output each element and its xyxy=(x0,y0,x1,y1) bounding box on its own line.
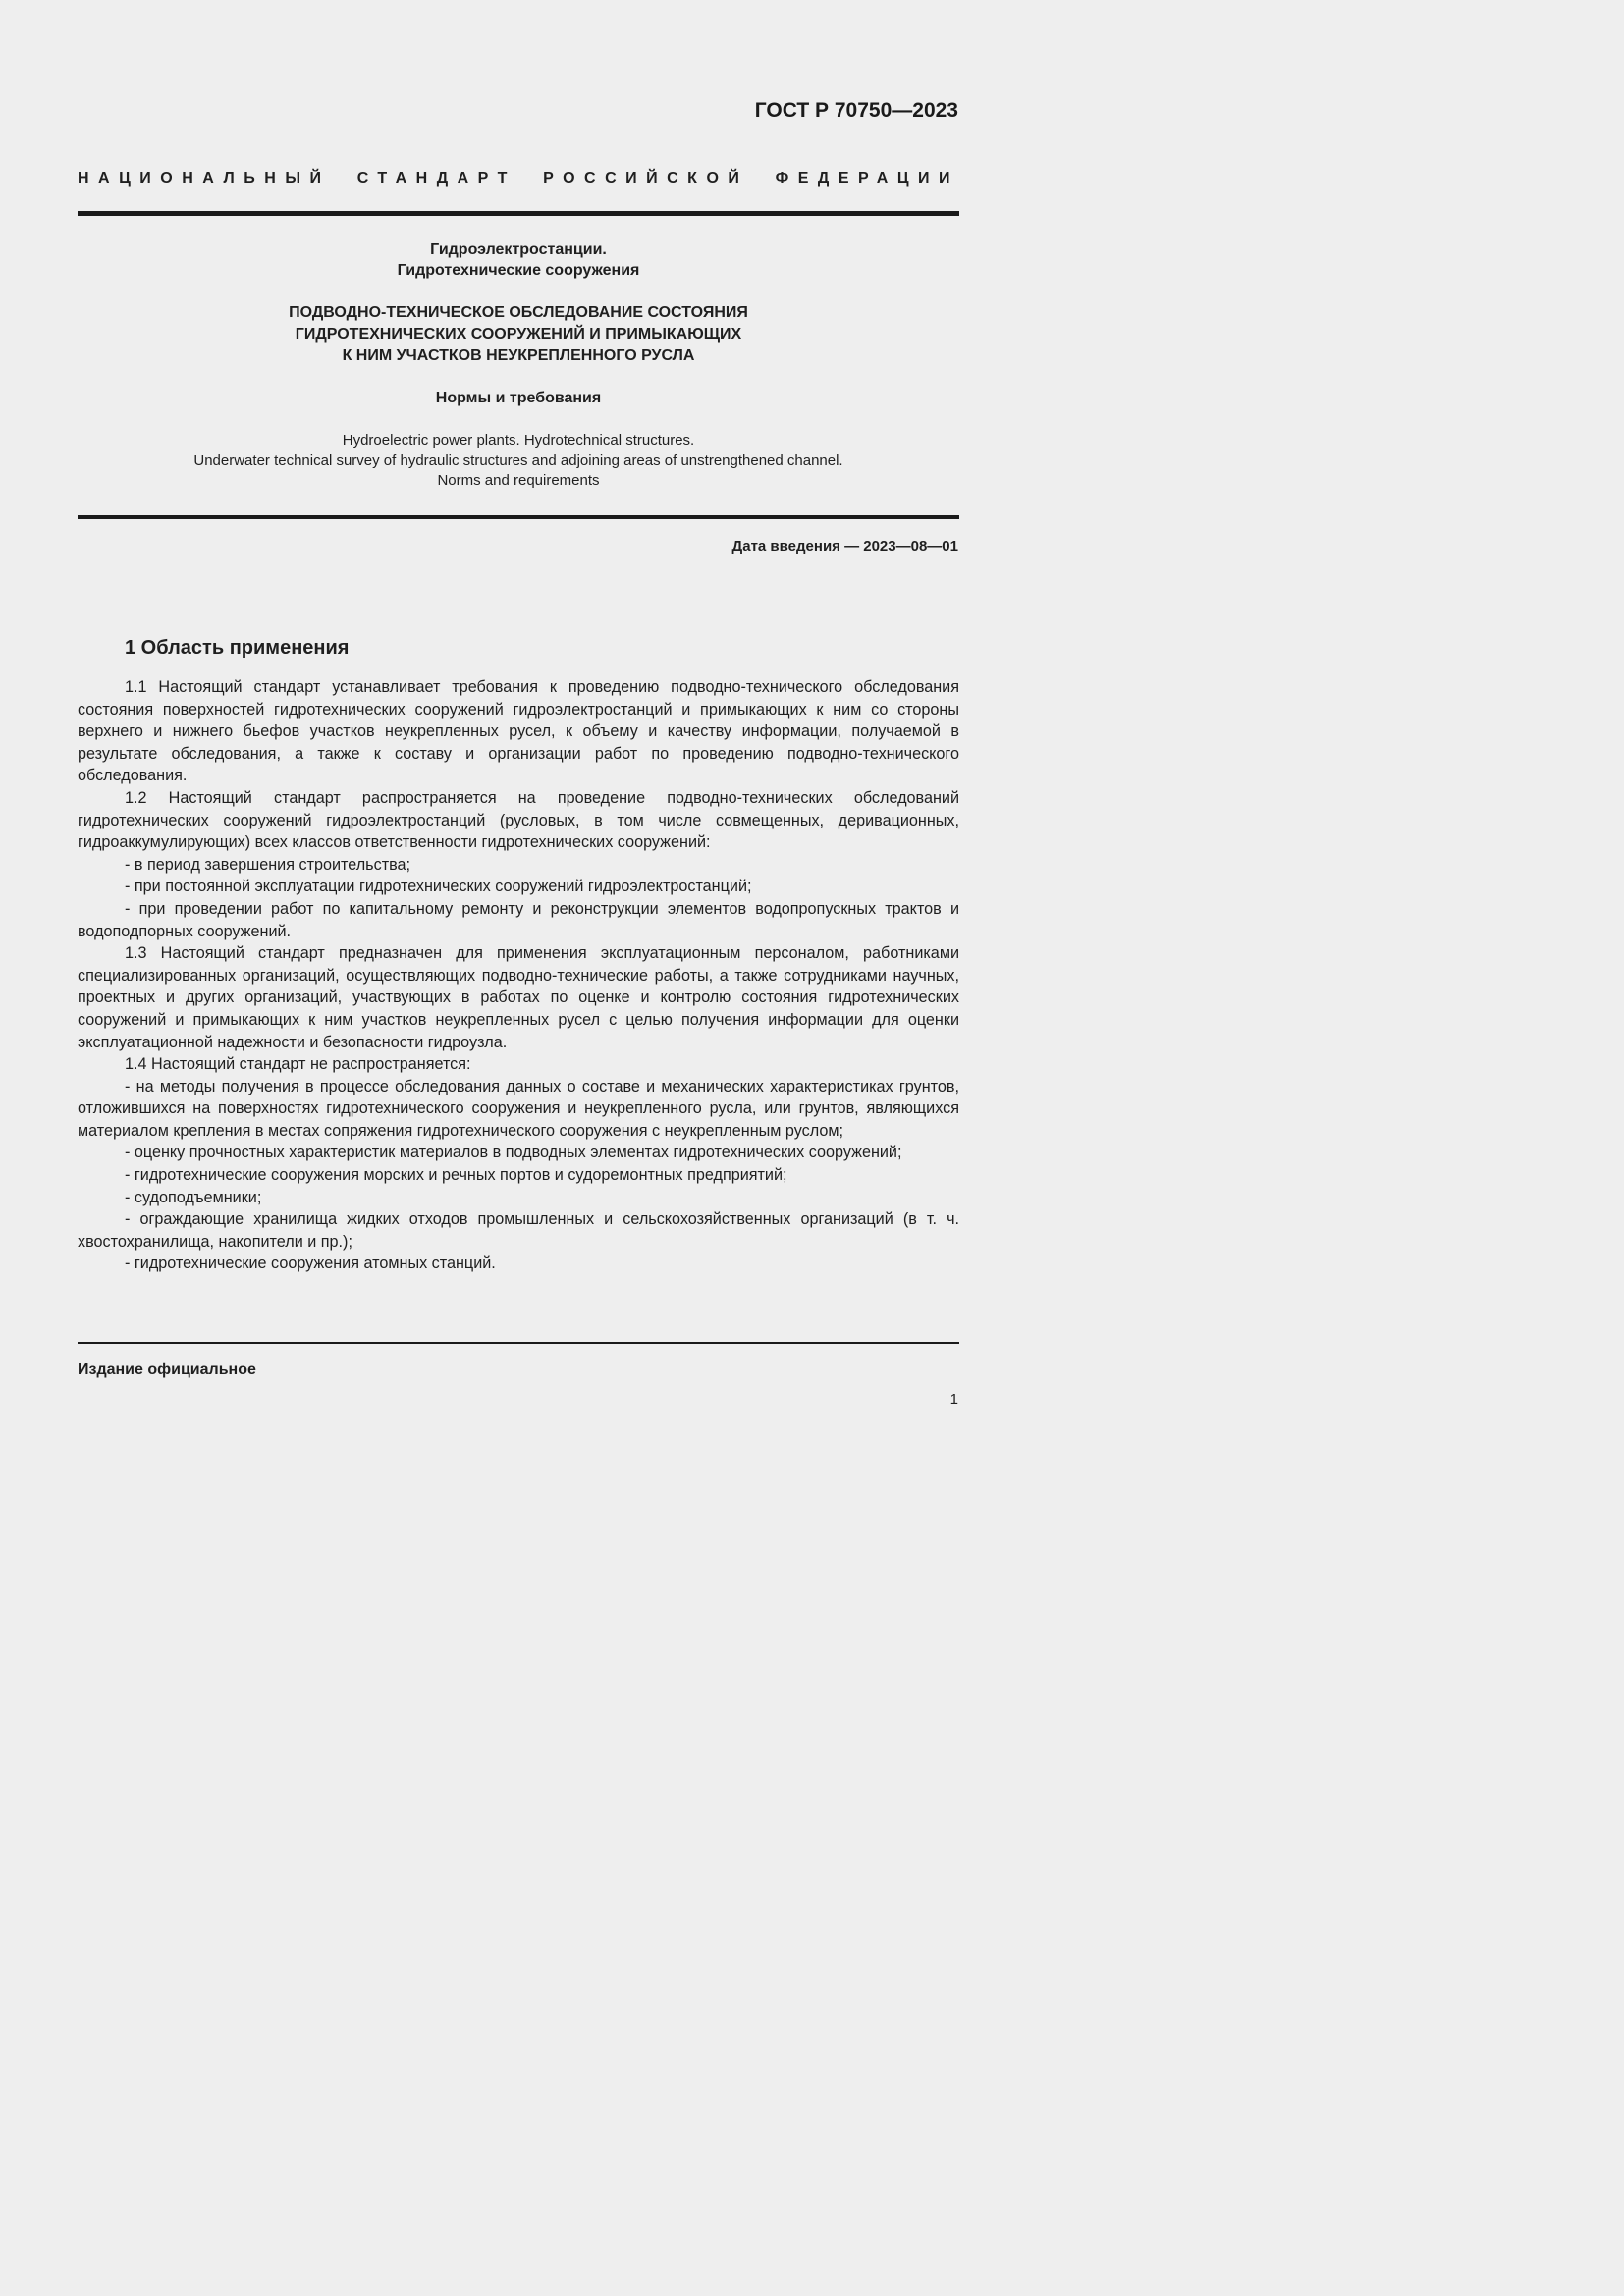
paragraph: 1.2 Настоящий стандарт распространяется на проведение подводно-технических обследований гидротехнических сооружений гидроэлектростанций (русловых, в том числе совмещенных, деривационных, гидроаккумулирующих) всех классов ответственности гидротехнических сооружений: xyxy=(78,788,959,852)
list-item: - судоподъемники; xyxy=(125,1188,262,1206)
top-divider xyxy=(78,211,959,216)
main-title-line: ПОДВОДНО-ТЕХНИЧЕСКОЕ ОБСЛЕДОВАНИЕ СОСТОЯНИЯ xyxy=(289,304,748,321)
section-body xyxy=(78,676,959,1275)
paragraph: 1.1 Настоящий стандарт устанавливает требования к проведению подводно-технического обследования состояния поверхностей гидротехнических сооружений гидроэлектростанций и примыкающих к ним со стороны верхнего и нижнего бьефов участков неукрепленных русел, к объему и качеству информации, получаемой в результате обследования, а также к составу и организации работ по проведению подводно-технического обследования. xyxy=(78,678,959,785)
introduction-date: Дата введения — 2023—08—01 xyxy=(731,538,958,555)
list-item: - гидротехнические сооружения атомных станций. xyxy=(125,1255,496,1273)
document-page xyxy=(0,0,1089,1539)
list-item: - на методы получения в процессе обследования данных о составе и механических характеристиках грунтов, отложившихся на поверхностях гидротехнического сооружения и неукрепленного русла, или грунтов, являющихся материалом крепления в местах сопряжения гидротехнического сооружения с неукрепленным руслом; xyxy=(78,1077,959,1140)
list-item: - ограждающие хранилища жидких отходов промышленных и сельскохозяйственных организаций (в т. ч. хвостохранилища, накопители и пр.); xyxy=(78,1210,959,1251)
title-ru xyxy=(78,240,959,281)
official-edition-label: Издание официальное xyxy=(78,1362,256,1378)
footer-divider xyxy=(78,1342,959,1344)
main-title-line: ГИДРОТЕХНИЧЕСКИХ СООРУЖЕНИЙ И ПРИМЫКАЮЩИХ xyxy=(295,326,742,343)
document-id: ГОСТ Р 70750—2023 xyxy=(754,99,958,122)
main-title xyxy=(78,302,959,367)
title-ru-line: Гидроэлектростанции. xyxy=(430,241,607,258)
list-item: - при проведении работ по капитальному ремонту и реконструкции элементов водопропускных трактов и водоподпорных сооружений. xyxy=(78,899,959,940)
title-ru-line: Гидротехнические сооружения xyxy=(397,262,640,279)
title-en xyxy=(78,431,959,492)
title-en-line: Norms and requirements xyxy=(437,472,600,489)
main-title-line: К НИМ УЧАСТКОВ НЕУКРЕПЛЕННОГО РУСЛА xyxy=(342,347,695,364)
list-item: - оценку прочностных характеристик материалов в подводных элементах гидротехнических сооружений; xyxy=(125,1144,902,1162)
section-heading: 1 Область применения xyxy=(125,637,350,659)
title-en-line: Underwater technical survey of hydraulic structures and adjoining areas of unstrengthened channel. xyxy=(193,452,843,469)
title-divider xyxy=(78,515,959,519)
national-standard-banner: НАЦИОНАЛЬНЫЙ СТАНДАРТ РОССИЙСКОЙ ФЕДЕРАЦИИ xyxy=(78,170,959,187)
list-item: - при постоянной эксплуатации гидротехнических сооружений гидроэлектростанций; xyxy=(125,878,752,896)
paragraph: 1.3 Настоящий стандарт предназначен для применения эксплуатационным персоналом, работниками специализированных организаций, осуществляющих подводно-технические работы, а также сотрудниками научных, проектных и других организаций, участвующих в работах по оценке и контролю состояния гидротехнических сооружений и примыкающих к ним участков неукрепленных русел с целью получения информации для оценки эксплуатационной надежности и безопасности гидроузла. xyxy=(78,944,959,1051)
title-en-line: Hydroelectric power plants. Hydrotechnical structures. xyxy=(342,432,695,449)
list-item: - в период завершения строительства; xyxy=(125,855,411,874)
subtitle-ru: Нормы и требования xyxy=(435,390,602,406)
page-number: 1 xyxy=(949,1391,958,1408)
paragraph: 1.4 Настоящий стандарт не распространяется: xyxy=(125,1055,471,1074)
list-item: - гидротехнические сооружения морских и речных портов и судоремонтных предприятий; xyxy=(125,1166,787,1185)
